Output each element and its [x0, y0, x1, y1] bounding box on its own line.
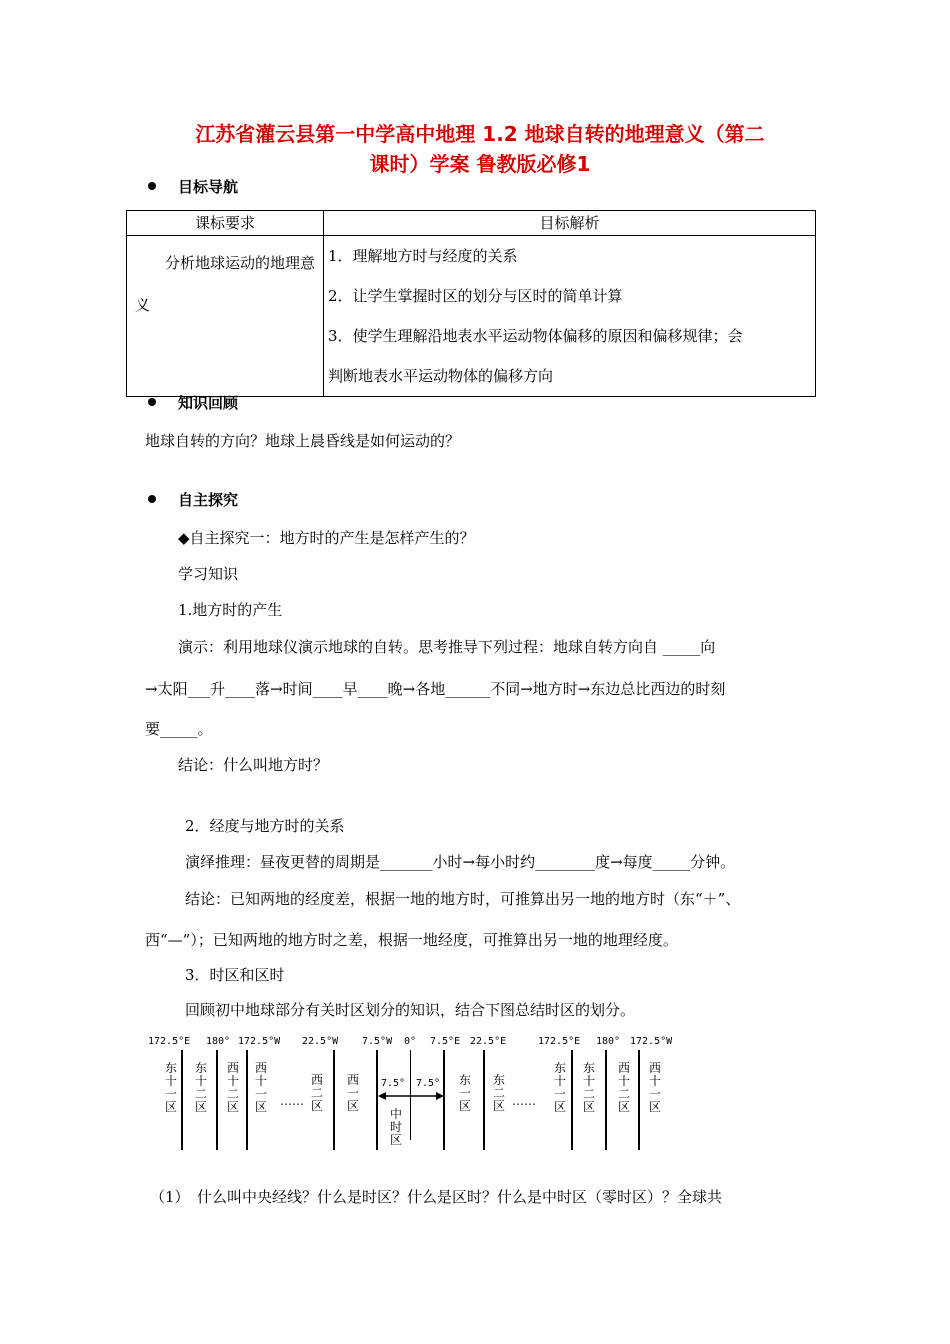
meridian-line [246, 1050, 248, 1150]
bullet-icon [148, 495, 156, 503]
zone-label: 东一区 [458, 1073, 471, 1113]
demo-line-1: 演示：利用地球仪演示地球的自转。思考推导下列过程：地球自转方向自 _____向 [178, 638, 716, 656]
goal-item: 3．使学生理解沿地表水平运动物体偏移的原因和偏移规律；会 [328, 327, 743, 345]
lon-label: 22.5°E [470, 1036, 507, 1047]
title-line-2: 课时）学案 鲁教版必修1 [369, 152, 591, 176]
recall-line: 回顾初中地球部分有关时区划分的知识，结合下图总结时区的划分。 [185, 1001, 636, 1019]
bullet-icon [148, 398, 156, 406]
double-arrow-icon [378, 1090, 444, 1102]
bullet-icon [148, 182, 156, 190]
title-line-1: 江苏省灌云县第一中学高中地理 1.2 地球自转的地理意义（第二 [195, 122, 765, 146]
learn-label: 学习知识 [178, 565, 239, 583]
meridian-line [638, 1050, 640, 1150]
zone-label: 东十一区 [164, 1061, 177, 1114]
sub3-title: 3．时区和区时 [185, 966, 285, 984]
goal-item: 1．理解地方时与经度的关系 [328, 247, 518, 265]
review-heading: 知识回顾 [178, 394, 239, 412]
lon-label: 180° [596, 1036, 621, 1047]
zone-label: 东十一区 [553, 1061, 566, 1114]
explore-q1: ◆自主探究一：地方时的产生是怎样产生的？ [178, 529, 475, 547]
zone-label: 东二区 [492, 1073, 505, 1113]
zone-label: 西十一区 [648, 1061, 661, 1114]
goal-item: 2．让学生掌握时区的划分与区时的简单计算 [328, 287, 623, 305]
goals-heading: 目标导航 [178, 178, 239, 196]
meridian-line [216, 1050, 218, 1150]
meridian-line [483, 1050, 485, 1150]
meridian-line [571, 1050, 573, 1150]
zone-label: 中时区 [389, 1107, 402, 1147]
lon-label: 0° [404, 1036, 417, 1047]
question-1: （1） 什么叫中央经线？什么是时区？什么是区时？什么是中时区（零时区）？全球共 [150, 1188, 723, 1206]
sub1-title: 1.地方时的产生 [178, 601, 283, 619]
lon-label: 7.5°W [362, 1036, 393, 1047]
zone-label: 西十一区 [254, 1061, 267, 1114]
deduce-line: 演绎推理：昼夜更替的周期是_______小时→每小时约________度→每度_____分钟。 [185, 853, 736, 871]
lon-label: 172.5°E [538, 1036, 581, 1047]
zone-label: 东十二区 [582, 1061, 595, 1114]
lon-label: 172.5°W [630, 1036, 673, 1047]
meridian-line [605, 1050, 607, 1150]
lon-label: 7.5°E [430, 1036, 461, 1047]
time-zone-diagram [140, 1030, 700, 1160]
zone-label: 西二区 [310, 1073, 323, 1113]
col2-header: 目标解析 [324, 211, 816, 236]
ellipsis: …… [280, 1094, 304, 1108]
demo-line-3: 要_____。 [145, 720, 213, 738]
arrow-label-left: 7.5° [381, 1078, 406, 1089]
lon-label: 180° [206, 1036, 231, 1047]
sub2-title: 2．经度与地方时的关系 [185, 817, 345, 835]
zone-label: 东十二区 [194, 1061, 207, 1114]
col1-header: 课标要求 [127, 211, 324, 236]
lon-label: 172.5°E [148, 1036, 191, 1047]
ellipsis: …… [512, 1094, 536, 1108]
requirement-cell: 分析地球运动的地理意义 [127, 236, 324, 397]
goal-table [126, 210, 816, 397]
lon-label: 172.5°W [238, 1036, 281, 1047]
goal-item: 判断地表水平运动物体的偏移方向 [328, 367, 554, 385]
arrow-label-right: 7.5° [416, 1078, 441, 1089]
zone-label: 西十二区 [226, 1061, 239, 1114]
demo-line-2: →太阳___升____落→时间____早____晚→各地______不同→地方时→东边总比西边的时刻 [145, 680, 726, 698]
meridian-line [181, 1050, 183, 1150]
conclusion-2a: 结论：已知两地的经度差，根据一地的地方时，可推算出另一地的地方时（东“＋”、 [185, 890, 741, 908]
review-question: 地球自转的方向？地球上晨昏线是如何运动的？ [145, 432, 461, 450]
conclusion-1: 结论：什么叫地方时？ [178, 756, 329, 774]
meridian-line [333, 1050, 335, 1150]
zone-label: 西一区 [346, 1073, 359, 1113]
conclusion-2b: 西“—”）；已知两地的地方时之差，根据一地经度，可推算出另一地的地理经度。 [145, 931, 678, 949]
lon-label: 22.5°W [302, 1036, 339, 1047]
explore-heading: 自主探究 [178, 491, 239, 509]
zone-label: 西十二区 [617, 1061, 630, 1114]
